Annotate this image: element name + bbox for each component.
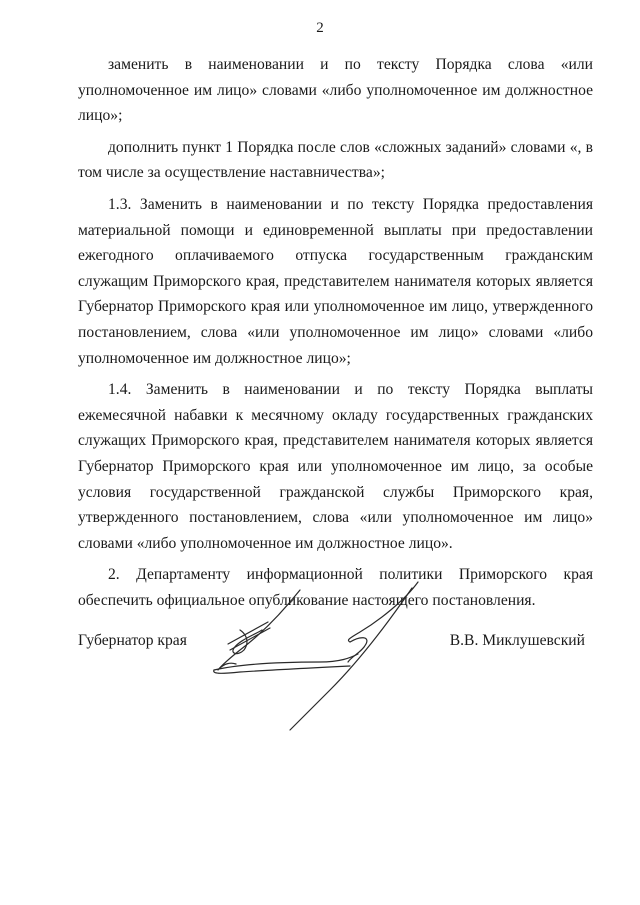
paragraph-1-4: 1.4. Заменить в наименовании и по тексту Порядка выплаты ежемесячной набавки к месячному окладу государственных гражданских служащих Приморского края, представителем нанимателя которых является Губернатор Приморского края или уполномоченное им лицо, за особые условия государственной гражданской службы Приморского края, утвержденного постановлением, слова «или уполномоченное им лицо» словами «либо уполномоченное им должностное лицо». (78, 381, 593, 552)
paragraph-2: 2. Департаменту информационной политики Приморского края обеспечить официальное опубликование настоящего постановления. (78, 566, 593, 609)
signatory-title: Губернатор края (78, 632, 187, 649)
document-body (78, 52, 593, 619)
paragraph-1-3: 1.3. Заменить в наименовании и по тексту Порядка предоставления материальной помощи и единовременной выплаты при предоставлении ежегодного оплачиваемого отпуска государственным гражданским служащим Приморского края, представителем нанимателя которых является Губернатор Приморского края или уполномоченное им лицо, утвержденного постановлением, слова «или уполномоченное им лицо» словами «либо уполномоченное им должностное лицо»; (78, 195, 593, 367)
signatory-name: В.В. Миклушевский (449, 632, 585, 649)
paragraph-add-mentorship: дополнить пункт 1 Порядка после слов «сложных заданий» словами «, в том числе за осуществление наставничества»; (78, 138, 593, 182)
handwritten-signature (200, 570, 460, 740)
page-number: 2 (316, 20, 324, 36)
paragraph-replace-wording: заменить в наименовании и по тексту Порядка слова «или уполномоченное им лицо» словами «либо уполномоченное им должностное лицо»; (78, 56, 593, 125)
